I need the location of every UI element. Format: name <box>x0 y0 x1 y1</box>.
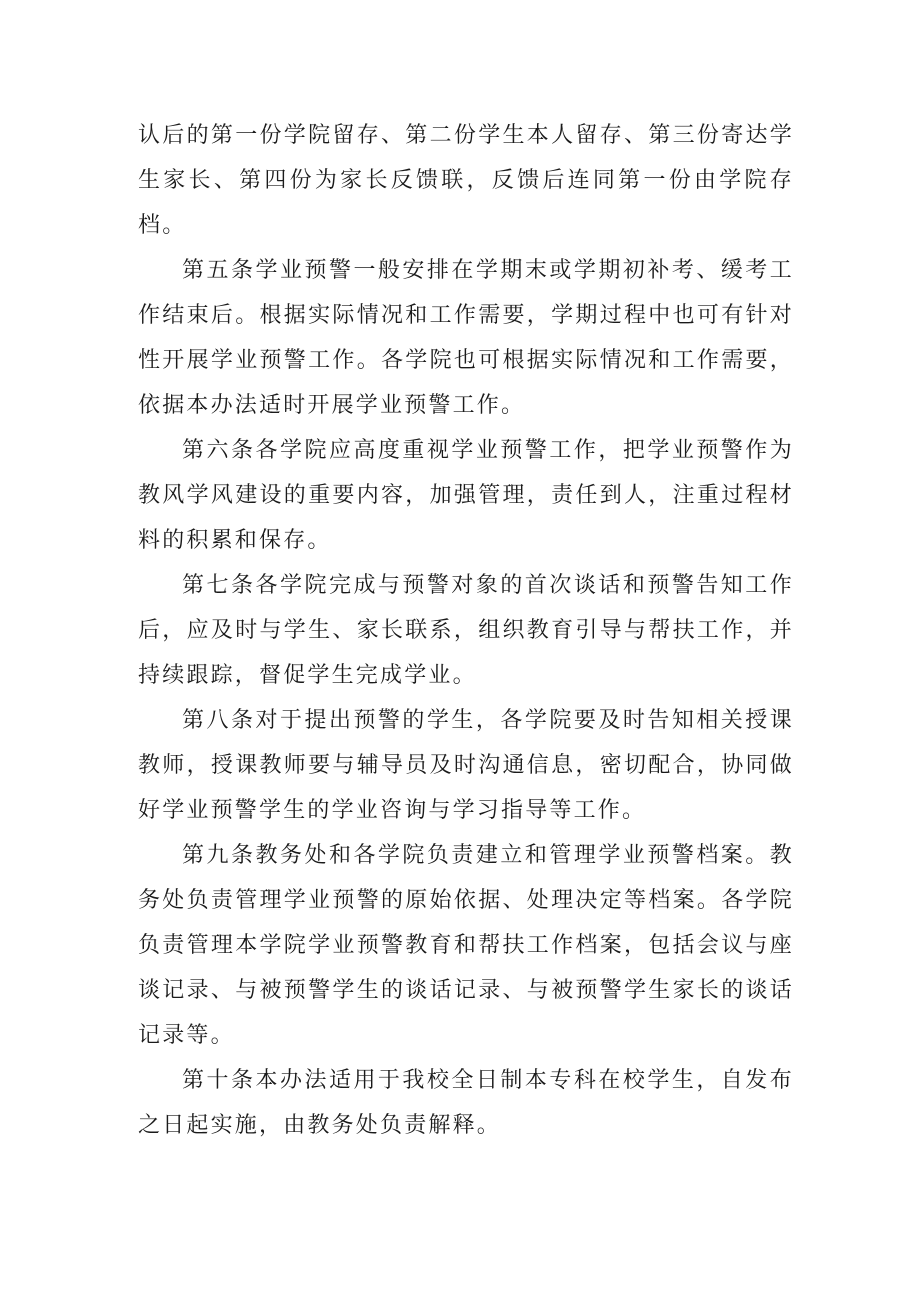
paragraph-article-10: 第十条本办法适用于我校全日制本专科在校学生，自发布之日起实施，由教务处负责解释。 <box>138 1068 794 1138</box>
paragraph-article-9: 第九条教务处和各学院负责建立和管理学业预警档案。教务处负责管理学业预警的原始依据、处理决定等档案。各学院负责管理本学院学业预警教育和帮扶工作档案，包括会议与座谈记录、与被预警学生的谈话记录、与被预警学生家长的谈话记录等。 <box>138 843 794 1048</box>
paragraph-article-7: 第七条各学院完成与预警对象的首次谈话和预警告知工作后，应及时与学生、家长联系，组织教育引导与帮扶工作，并持续跟踪，督促学生完成学业。 <box>138 573 794 688</box>
document-body <box>138 113 794 1148</box>
paragraph-continuation: 认后的第一份学院留存、第二份学生本人留存、第三份寄达学生家长、第四份为家长反馈联，反馈后连同第一份由学院存档。 <box>138 123 794 238</box>
paragraph-article-6: 第六条各学院应高度重视学业预警工作，把学业预警作为教风学风建设的重要内容，加强管理，责任到人，注重过程材料的积累和保存。 <box>138 438 794 553</box>
paragraph-article-5: 第五条学业预警一般安排在学期末或学期初补考、缓考工作结束后。根据实际情况和工作需要，学期过程中也可有针对性开展学业预警工作。各学院也可根据实际情况和工作需要，依据本办法适时开展学业预警工作。 <box>138 258 794 418</box>
paragraph-article-8: 第八条对于提出预警的学生，各学院要及时告知相关授课教师，授课教师要与辅导员及时沟通信息，密切配合，协同做好学业预警学生的学业咨询与学习指导等工作。 <box>138 708 794 823</box>
